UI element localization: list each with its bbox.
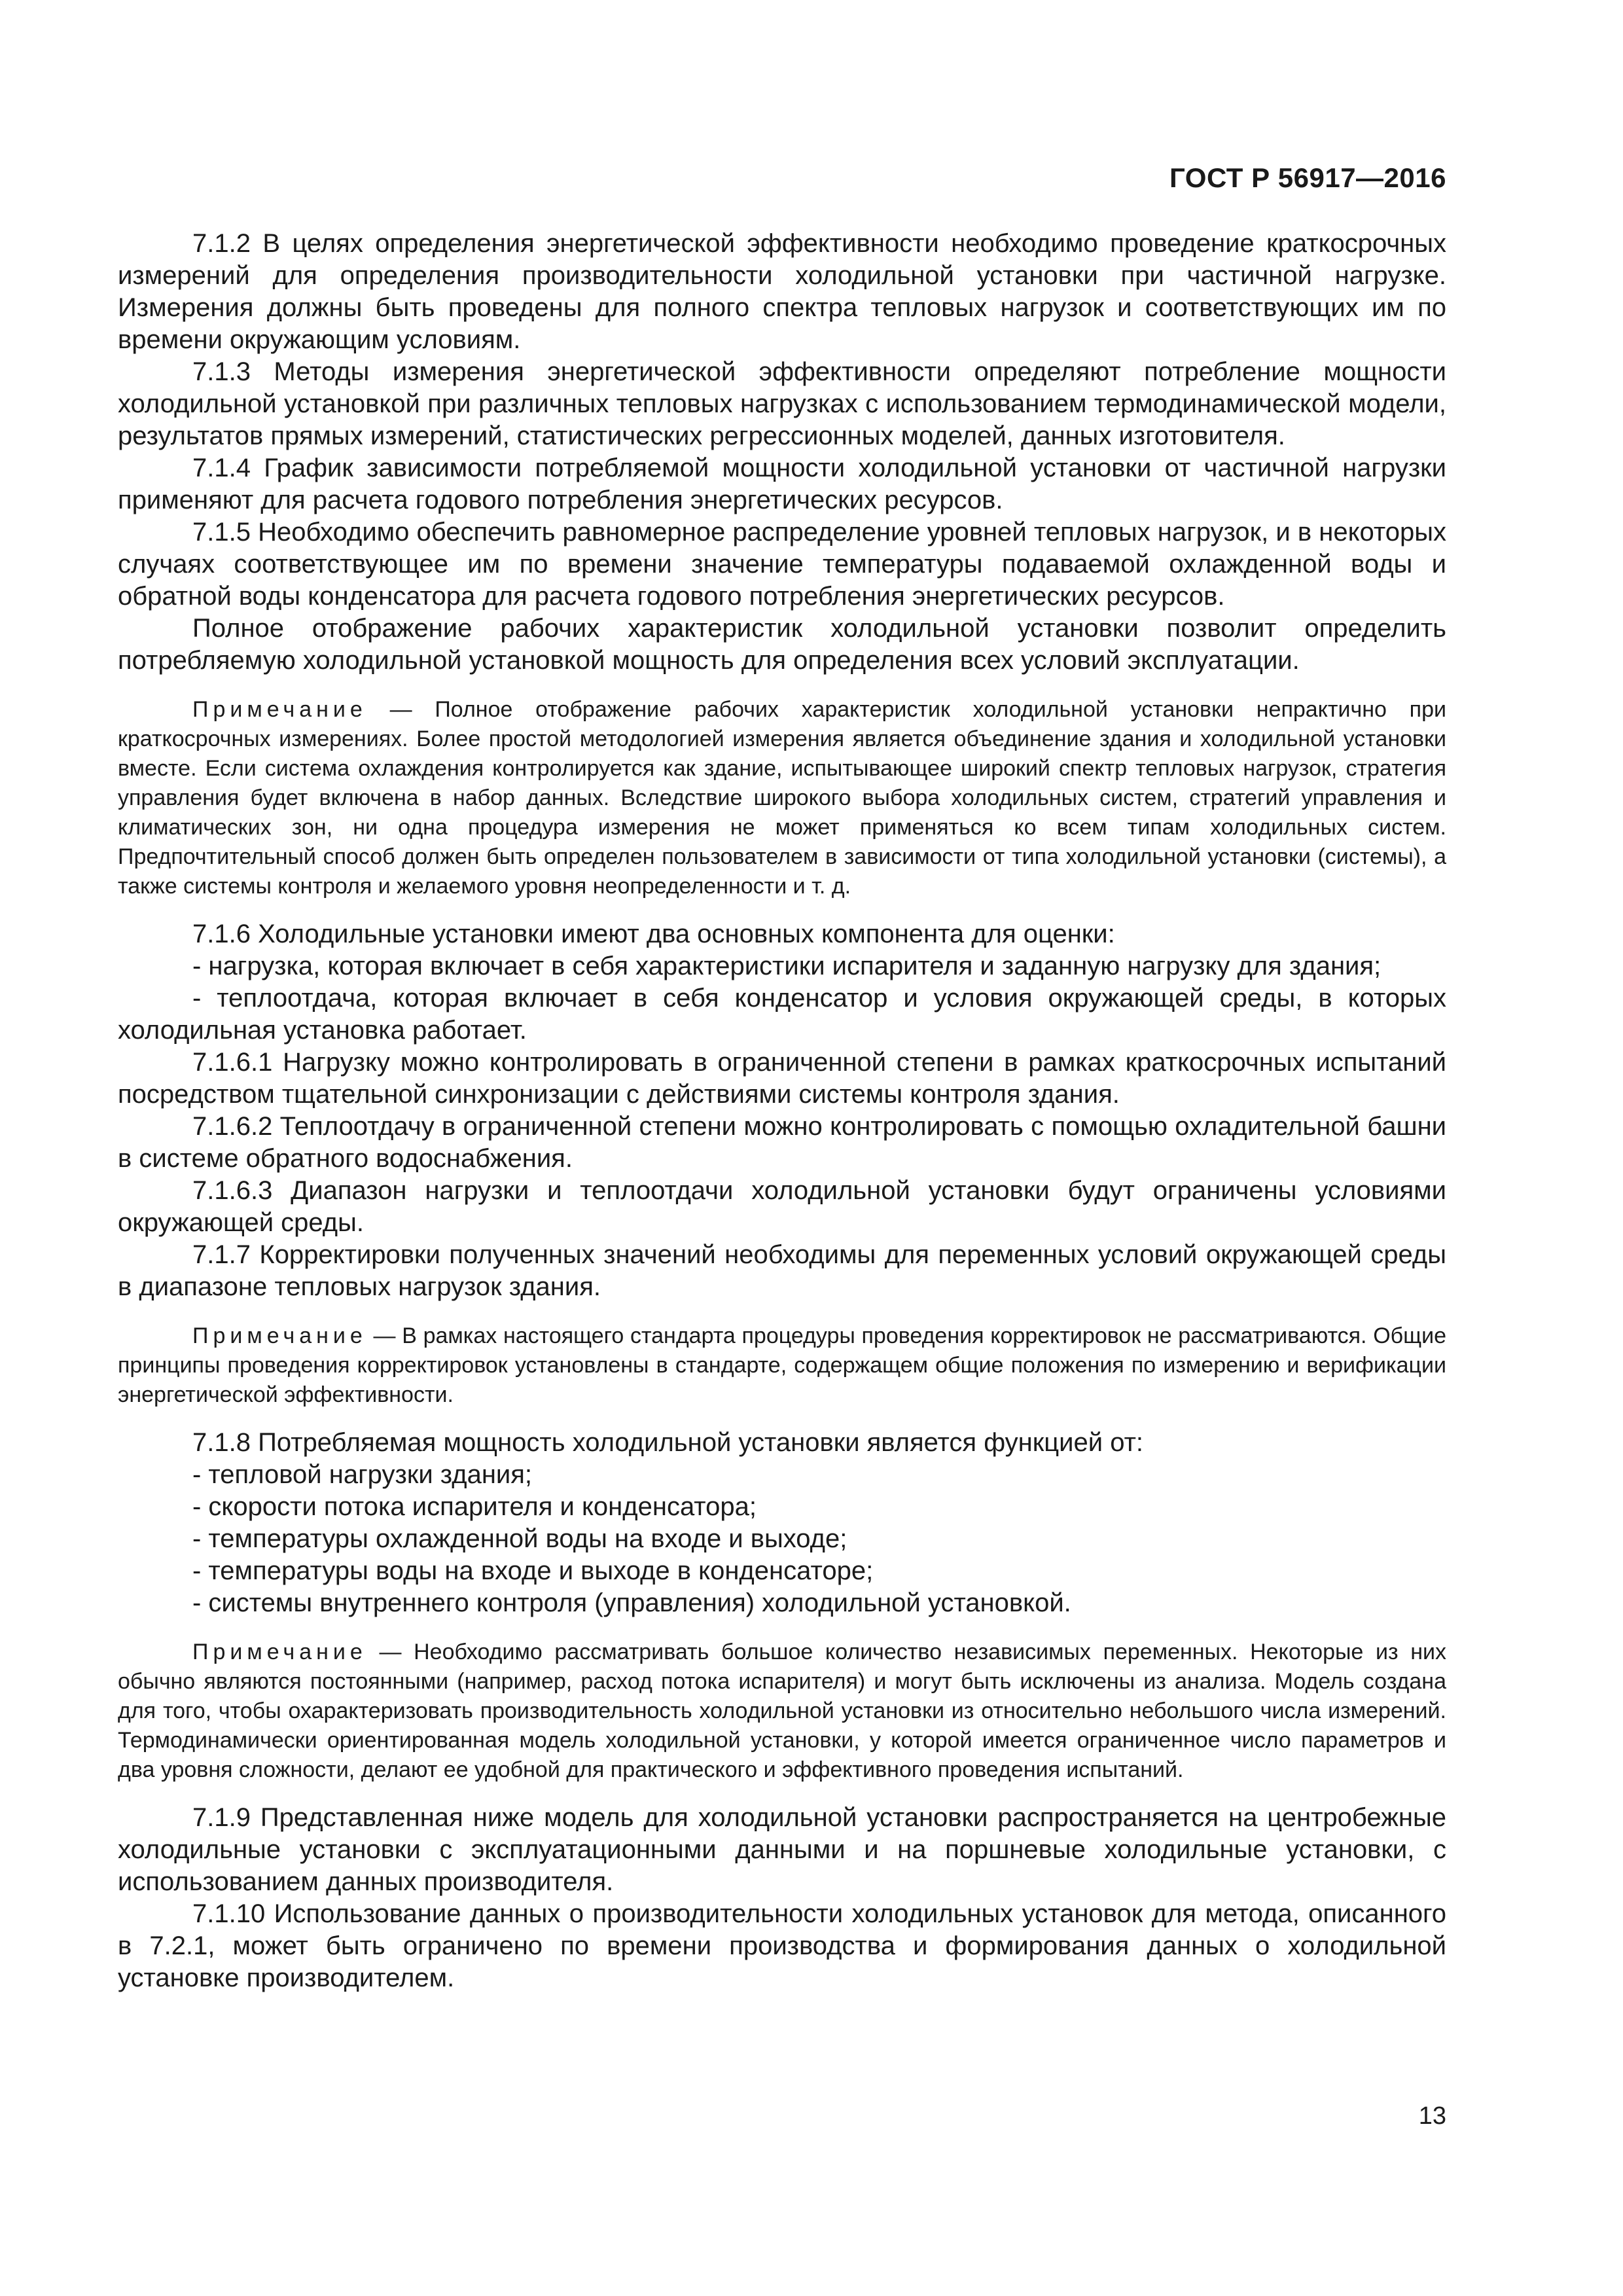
- list-item: - температуры охлажденной воды на входе и выходе;: [192, 1524, 847, 1553]
- document-page: [118, 0, 1446, 2296]
- paragraph-7-1-9: 7.1.9 Представленная ниже модель для холодильной установки распространяется на центробежные холодильные установки с эксплуатационными данными и на поршневые холодильные установки, с использованием данных производителя.: [118, 1803, 1446, 1896]
- note-1: [118, 695, 1446, 901]
- paragraph-7-1-7: 7.1.7 Корректировки полученных значений необходимы для переменных условий окружающей среды в диапазоне тепловых нагрузок здания.: [118, 1240, 1446, 1301]
- document-body: [118, 228, 1446, 1994]
- note-text: — Необходимо рассматривать большое количество независимых переменных. Некоторые из них обычно являются постоянными (например, расход потока испарителя) и могут быть исключены из анализа. Модель создана для того, чтобы охарактеризовать производительность холодильной установки из относительно небольшого числа измерений. Термодинамически ориентированная модель холодильной установки, у которой имеется ограниченное число параметров и два уровня сложности, делают ее удобной для практического и эффективного проведения испытаний.: [118, 1640, 1446, 1782]
- paragraph-7-1-5-continued: Полное отображение рабочих характеристик холодильной установки позволит определить потребляемую холодильной установкой мощность для определения всех условий эксплуатации.: [118, 614, 1446, 675]
- paragraph-7-1-3: 7.1.3 Методы измерения энергетической эффективности определяют потребление мощности холодильной установкой при различных тепловых нагрузках с использованием термодинамической модели, результатов прямых измерений, статистических регрессионных моделей, данных изготовителя.: [118, 357, 1446, 450]
- paragraph-7-1-8: 7.1.8 Потребляемая мощность холодильной установки является функцией от:: [192, 1428, 1144, 1457]
- page-number: 13: [1418, 2102, 1446, 2130]
- standard-code-header: ГОСТ Р 56917—2016: [1169, 162, 1446, 193]
- paragraph-7-1-6-1: 7.1.6.1 Нагрузку можно контролировать в ограниченной степени в рамках краткосрочных испытаний посредством тщательной синхронизации с действиями системы контроля здания.: [118, 1048, 1446, 1109]
- list-item: - теплоотдача, которая включает в себя конденсатор и условия окружающей среды, в которых холодильная установка работает.: [118, 984, 1446, 1045]
- list-item: - нагрузка, которая включает в себя характеристики испарителя и заданную нагрузку для здания;: [192, 952, 1382, 980]
- paragraph-7-1-6-3: 7.1.6.3 Диапазон нагрузки и теплоотдачи холодильной установки будут ограничены условиями окружающей среды.: [118, 1176, 1446, 1237]
- list-item: - системы внутреннего контроля (управления) холодильной установкой.: [192, 1588, 1071, 1617]
- note-label: Примечание: [192, 1323, 367, 1348]
- note-label: Примечание: [192, 697, 367, 722]
- note-text: — В рамках настоящего стандарта процедуры проведения корректировок не рассматриваются. Общие принципы проведения корректировок установлены в стандарте, содержащем общие положения по измерению и верификации энергетической эффективности.: [118, 1323, 1446, 1407]
- note-text: — Полное отображение рабочих характеристик холодильной установки непрактично при краткосрочных измерениях. Более простой методологией измерения является объединение здания и холодильной установки вместе. Если система охлаждения контролируется как здание, испытывающее широкий спектр тепловых нагрузок, стратегия управления будет включена в набор данных. Вследствие широкого выбора холодильных систем, стратегий управления и климатических зон, ни одна процедура измерения не может применяться ко всем типам холодильных систем. Предпочтительный способ должен быть определен пользователем в зависимости от типа холодильной установки (системы), а также системы контроля и желаемого уровня неопределенности и т. д.: [118, 697, 1446, 899]
- note-2: [118, 1321, 1446, 1410]
- note-label: Примечание: [192, 1640, 367, 1664]
- note-3: [118, 1638, 1446, 1785]
- list-item: - скорости потока испарителя и конденсатора;: [192, 1492, 757, 1521]
- paragraph-7-1-4: 7.1.4 График зависимости потребляемой мощности холодильной установки от частичной нагрузки применяют для расчета годового потребления энергетических ресурсов.: [118, 454, 1446, 514]
- paragraph-7-1-6: 7.1.6 Холодильные установки имеют два основных компонента для оценки:: [192, 920, 1115, 948]
- paragraph-7-1-10: 7.1.10 Использование данных о производительности холодильных установок для метода, описанного в 7.2.1, может быть ограничено по времени производства и формирования данных о холодильной установке производителем.: [118, 1899, 1446, 1992]
- paragraph-7-1-5: 7.1.5 Необходимо обеспечить равномерное распределение уровней тепловых нагрузок, и в некоторых случаях соответствующее им по времени значение температуры подаваемой охлажденной воды и обратной воды конденсатора для расчета годового потребления энергетических ресурсов.: [118, 518, 1446, 611]
- paragraph-7-1-2: 7.1.2 В целях определения энергетической эффективности необходимо проведение краткосрочных измерений для определения производительности холодильной установки при частичной нагрузке. Измерения должны быть проведены для полного спектра тепловых нагрузок и соответствующих им по времени окружающим условиям.: [118, 229, 1446, 354]
- paragraph-7-1-6-2: 7.1.6.2 Теплоотдачу в ограниченной степени можно контролировать с помощью охладительной башни в системе обратного водоснабжения.: [118, 1112, 1446, 1173]
- list-item: - тепловой нагрузки здания;: [192, 1460, 533, 1489]
- list-item: - температуры воды на входе и выходе в конденсаторе;: [192, 1556, 874, 1585]
